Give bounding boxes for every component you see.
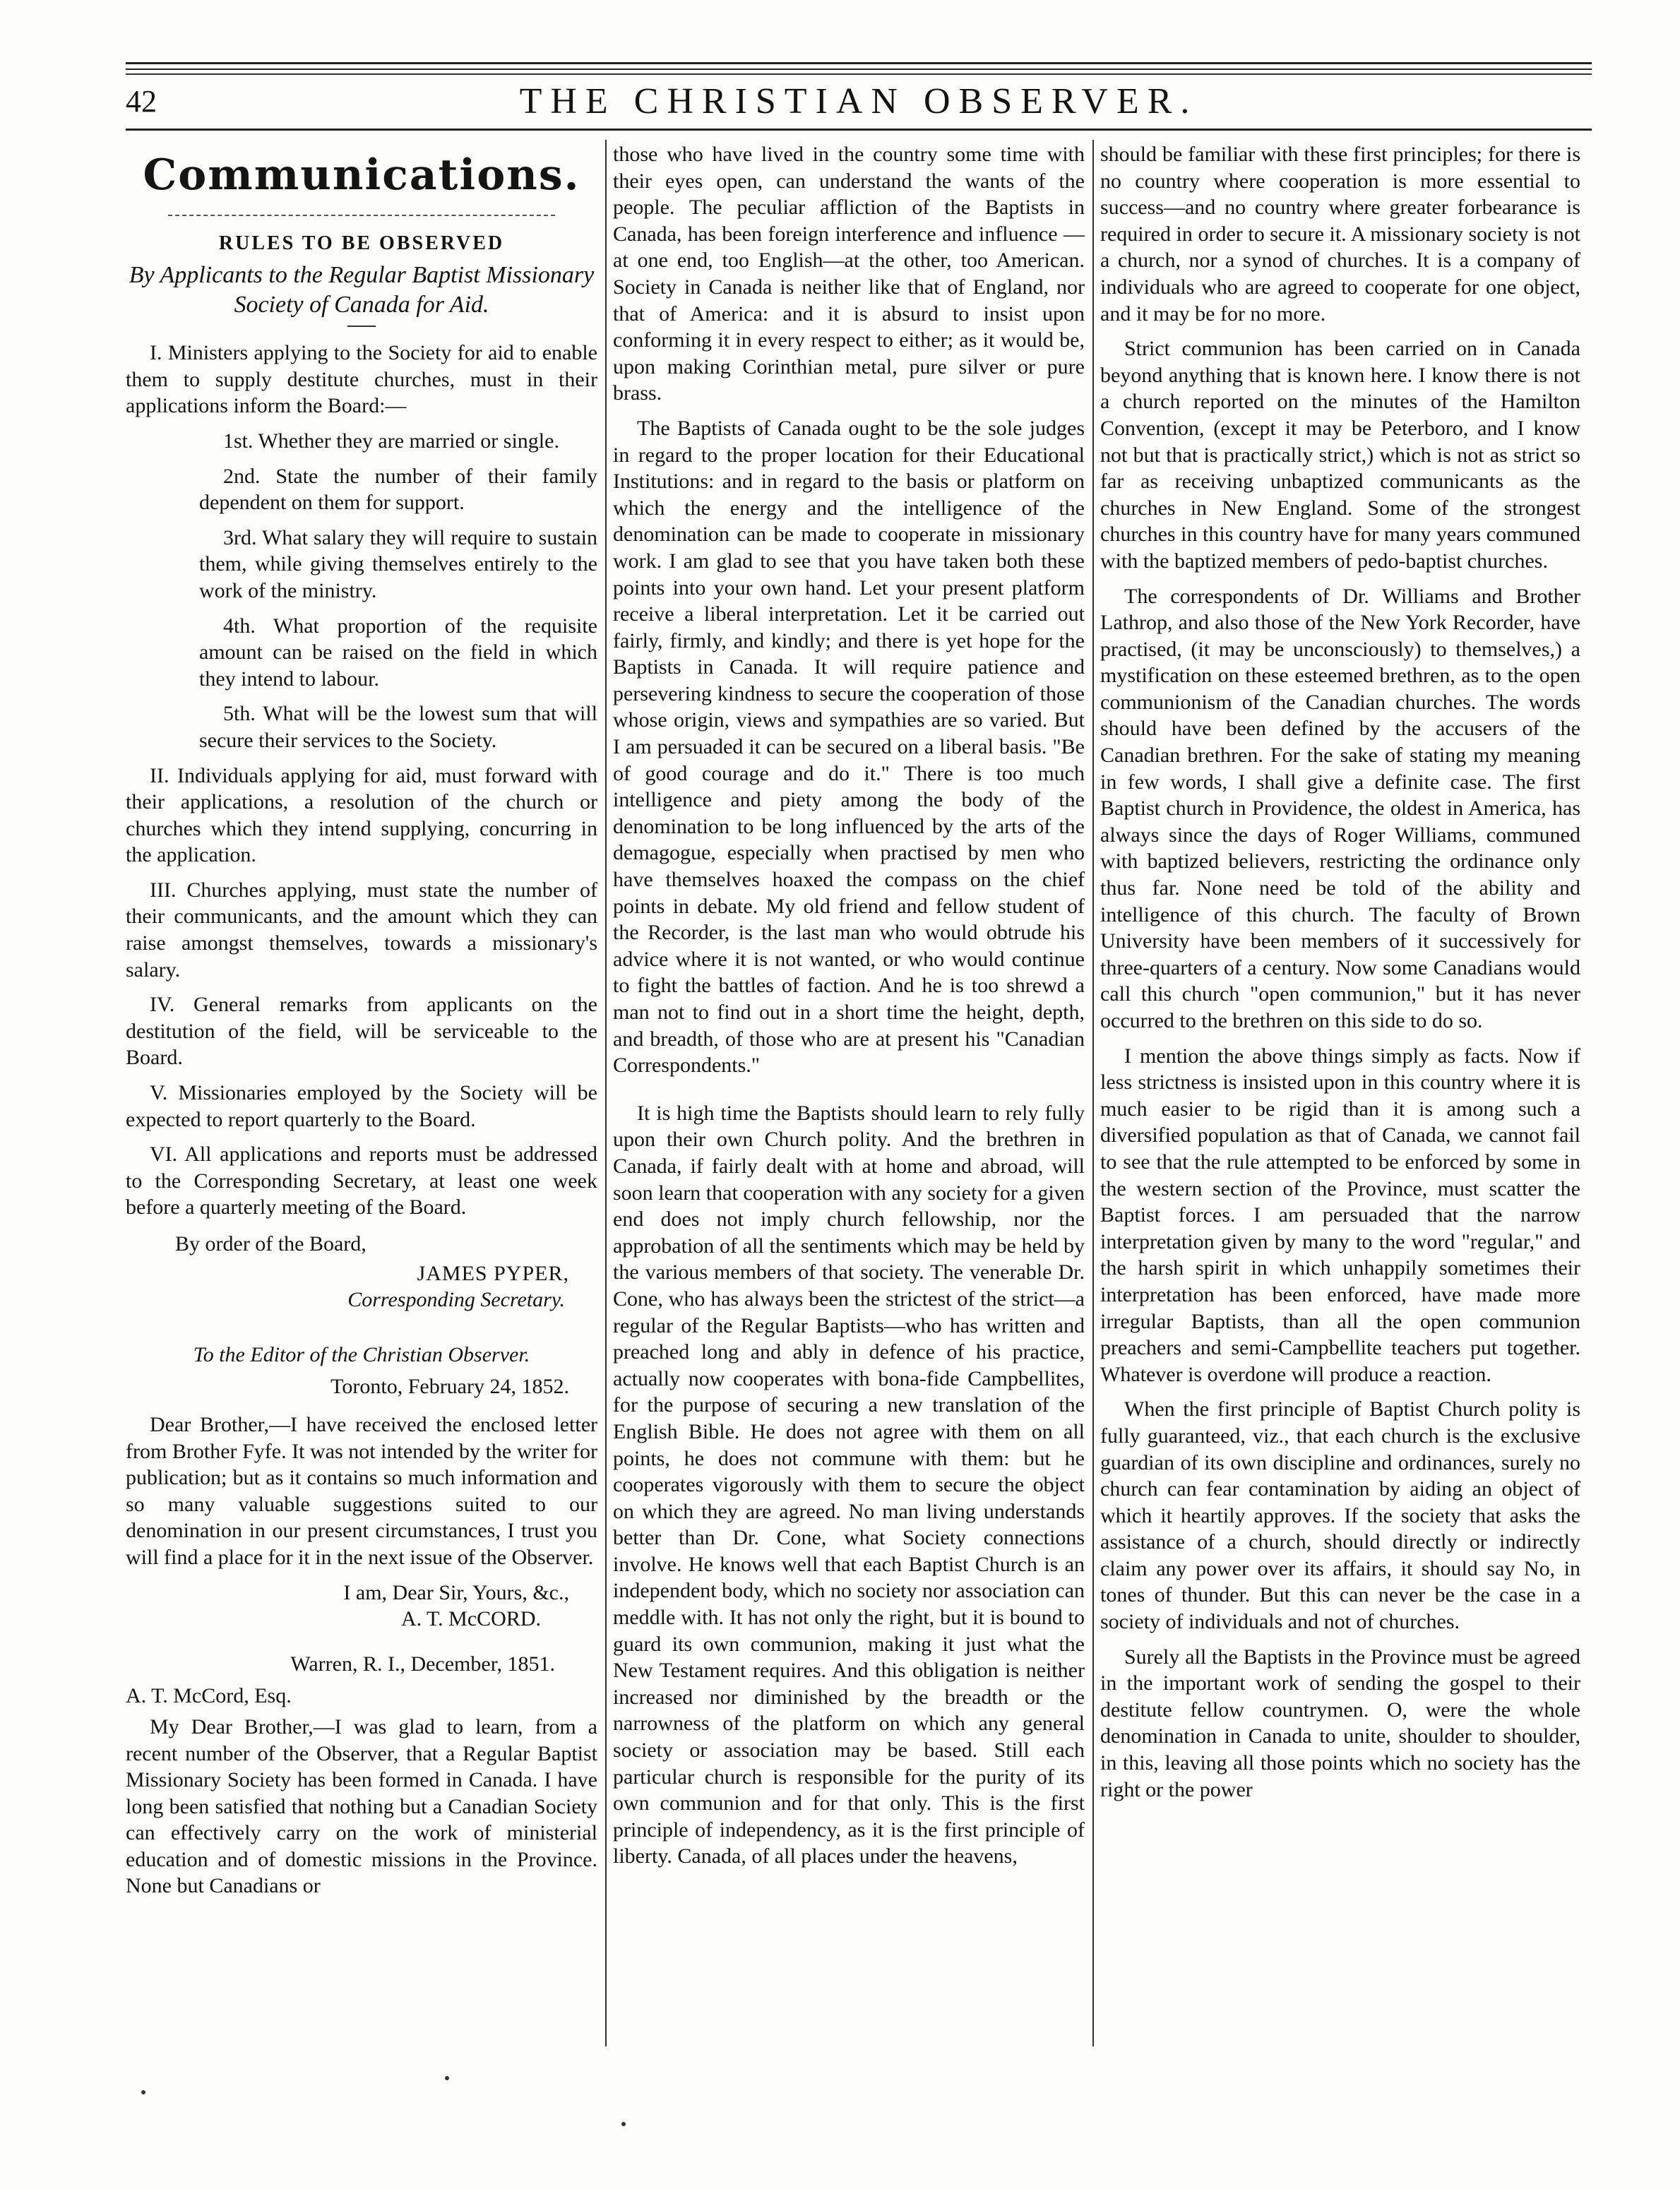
rule-5: V. Missionaries employed by the Society will be expected to report quarterly to the Board. [126,1081,597,1131]
column-2 [613,141,1085,1878]
paragraph: Strict communion has been carried on in Canada beyond anything that is known here. I know there is not a church reported on the minutes of the Hamilton Convention, (except it may be Peterboro, and I know not but that is practically strict,) which is not as strict so far as receiving unbaptized communicants as the churches in New England. Some of the strongest churches in this country have for many years communed with the baptized members of pedo-baptist churches. [1100,337,1580,573]
paragraph: those who have lived in the country some time with their eyes open, can understand the wants of the people. The peculiar affliction of the Baptists in Canada, has been foreign interference and influence —at one end, too English—at the other, too American. Society in Canada is neither like that of England, nor that of America: and it is absurd to insist upon conforming it in every respect to either; as it would be, upon making Corinthian metal, pure silver or pure brass. [613,143,1085,405]
rule-1-item: 5th. What will be the lowest sum that will secure their services to the Society. [199,702,597,752]
signer-title: Corresponding Secretary. [347,1288,565,1312]
section-divider [168,215,555,216]
masthead [126,79,1592,129]
paragraph: It is high time the Baptists should learn to rely fully upon their own Church polity. And the brethren in Canada, if fairly dealt with at home and abroad, will soon learn that cooperation with any society for a given end does not imply church fellowship, nor the approbation of all the sentiments which may be held by the various members of that society. The venerable Dr. Cone, who has always been the strictest of the strict—a regular of the Regular Baptists—who has written and preached long and ably in defence of his practice, actually now cooperates with bona-fide Campbellites, for the purpose of securing a new translation of the English Bible. He does not agree with them on all points, he does not commune with them: but he cooperates vigorously with them to secure the object on which they are agreed. No man living understands better than Dr. Cone, what Society connections involve. He knows well that each Baptist Church is an independent body, which no society nor association can meddle with. It has not only the right, but it is bound to guard its own communion, making it just what the New Testament requires. And this obligation is neither increased nor diminished by the breadth or the narrowness of the platform on which any general society or association may be based. Still each particular church is responsible for the purity of its own communion and for that only. This is the first principle of independency, as it is the first principle of liberty. Canada, of all places under the heavens, [613,1101,1085,1868]
column-1 [126,141,597,1908]
rule-1-item: 4th. What proportion of the requisite amount can be raised on the field in which they intend to labour. [199,614,597,691]
letter-intro: Dear Brother,—I have received the enclosed letter from Brother Fyfe. It was not intended by the writer for publication; but as it contains so much information and so many valuable suggestions suited to our denomination in our present circumstances, I trust you will find a place for it in the next issue of the Observer. [126,1412,597,1569]
top-double-rule [126,62,1592,70]
signer-name: JAMES PYPER, [417,1261,569,1285]
section-heading: Communications. [143,150,580,200]
page-number: 42 [126,84,157,119]
column-divider-1 [605,140,607,2046]
dateline-2: Warren, R. I., December, 1851. [290,1652,555,1676]
paragraph: I mention the above things simply as facts. Now if less strictness is insisted upon in this country where it is much easier to be rigid than it is among such a diversified population as that of Canada, we cannot fail to see that the rule attempted to be enforced by some in the western section of the Province, must scatter the Baptist forces. I am persuaded that the narrow interpretation given by many to the word "regular," and the harsh spirit in which unhappily sometimes their interpretation has been enforced, have made more irregular Baptists, than all the open communion preachers and semi-Campbellite teachers put together. Whatever is overdone will produce a reaction. [1100,1044,1580,1386]
rule-3: III. Churches applying, must state the number of their communicants, and the amount which they can raise amongst themselves, towards a missionary's salary. [126,878,597,982]
top-thin-rule [126,73,1592,75]
rules-title: RULES TO BE OBSERVED [218,232,505,254]
rule-2: II. Individuals applying for aid, must forward with their applications, a resolution of the church or churches which they intend supplying, concurring in the application. [126,763,597,867]
rules-subtitle: By Applicants to the Regular Baptist Missionary Society of Canada for Aid. [129,262,595,318]
column-3 [1100,141,1580,1811]
dateline: Toronto, February 24, 1852. [330,1375,569,1399]
rule-1-item: 2nd. State the number of their family dependent on them for support. [199,464,597,515]
paragraph: should be familiar with these first principles; for there is no country where cooperation is more essential to success—and no country where greater forbearance is required in order to secure it. A missionary society is not a church, nor a synod of churches. It is a company of individuals who are agreed to cooperate for one object, and it may be for no more. [1100,143,1580,326]
addressee: A. T. McCord, Esq. [126,1684,292,1708]
paragraph: Surely all the Baptists in the Province must be agreed in the important work of sending the gospel to their destitute fellow countrymen. O, were the whole denomination in Canada to unite, shoulder to shoulder, in this, leaving all those points which no society has the right or the power [1100,1645,1580,1801]
paragraph: The correspondents of Dr. Williams and Brother Lathrop, and also those of the New York Recorder, have practised, (it may be unconsciously) to themselves,) a mystification on these esteemed brethren, as to the open communionism of the Canadian churches. The words should have been defined by the accusers of the Canadian brethren. For the sake of stating my meaning in few words, I shall give a definite case. The first Baptist church in Providence, the oldest in America, has always since the days of Roger Williams, communed with baptized believers, restricting the ordinance only thus far. None need be told of the ability and intelligence of this church. The faculty of Brown University have been members of it successively for three-quarters of a century. Now some Canadians would call this church "open communion," but it has never occurred to the brethren on this side to do so. [1100,584,1580,1032]
rule-4: IV. General remarks from applicants on the destitution of the field, will be serviceable to the Board. [126,993,597,1070]
page-title: THE CHRISTIAN OBSERVER. [519,81,1198,121]
column-divider-2 [1092,140,1094,2046]
scan-speck [141,2090,145,2094]
paragraph: The Baptists of Canada ought to be the sole judges in regard to the proper location for their Educational Institutions: and in regard to the basis or platform on which the energy and the intelligence of the denomination can be made to cooperate in missionary work. I am glad to see that you have taken both these points into your own hand. Let your present platform receive a liberal interpretation. Let it be carried out fairly, firmly, and kindly; and there is yet hope for the Baptists in Canada. It will require patience and persevering kindness to secure the cooperation of those whose origin, views and sympathies are so varied. But I am persuaded it can be secured on a liberal basis. "Be of good courage and do it." There is too much intelligence and piety among the body of the denomination to be long influenced by the arts of the demagogue, especially when practised by men who have themselves hoaxed the compass on the chief points in debate. My old friend and fellow student of the Recorder, is the last man who would obtrude his advice where it is not wanted, or who would continue to fight the battles of faction. And he is too shrewd a man not to find out in a short time the height, depth, and breadth, of those who are at present his "Canadian Correspondents." [613,416,1085,1078]
rule-6: VI. All applications and reports must be addressed to the Corresponding Secretary, at least one week before a quarterly meeting of the Board. [126,1143,597,1219]
closing-name: A. T. McCORD. [400,1607,541,1631]
rule-1-item: 1st. Whether they are married or single. [223,429,559,453]
order-line: By order of the Board, [175,1232,367,1255]
scan-speck [445,2076,449,2080]
masthead-rule [126,129,1592,131]
letter-body: My Dear Brother,—I was glad to learn, from a recent number of the Observer, that a Regular Baptist Missionary Society has been formed in Canada. I have long been satisfied that nothing but a Canadian Society can effectively carry on the work of ministerial education and of domestic missions in the Province. None but Canadians or [126,1714,597,1898]
scan-speck [621,2122,626,2126]
closing: I am, Dear Sir, Yours, &c., [343,1580,569,1604]
rule-1-intro: I. Ministers applying to the Society for aid to enable them to supply destitute churches, must in their applications inform the Board:— [126,341,597,418]
rule-1-item: 3rd. What salary they will require to sustain them, while giving themselves entirely to the work of the ministry. [199,525,597,602]
editor-line: To the Editor of the Christian Observer. [193,1342,530,1366]
short-rule [347,326,376,327]
spacer [613,1087,1085,1100]
paragraph: When the first principle of Baptist Church polity is fully guaranteed, viz., that each church is the exclusive guardian of its own discipline and ordinances, surely no church can fear contamination by aiding an object of which it heartily approves. If the society that asks the assistance of a church, should directly or indirectly claim any power over its affairs, it should say No, in tones of thunder. But this can never be the case in a society of individuals and not of churches. [1100,1397,1580,1634]
